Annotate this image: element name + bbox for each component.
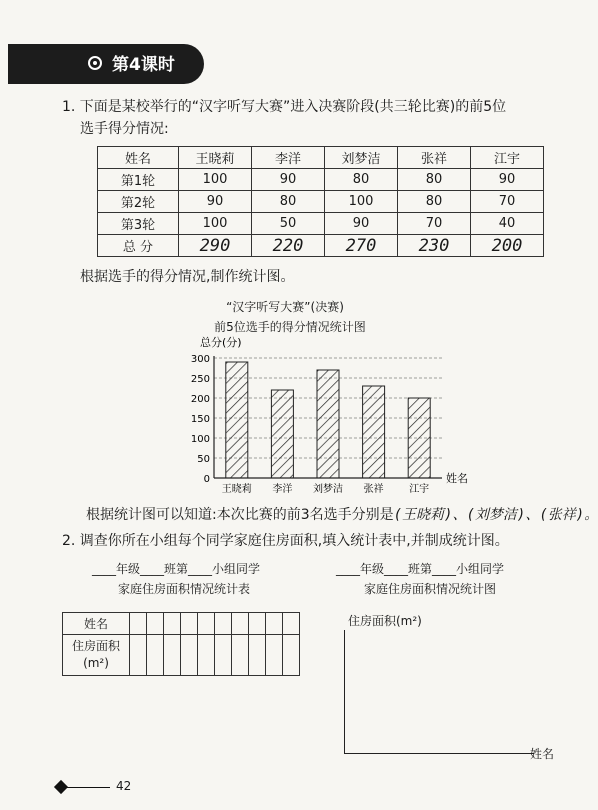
x-tick-label: 王晓莉: [221, 484, 252, 495]
blank-cell[interactable]: [249, 635, 266, 676]
table-cell: 王晓莉: [179, 147, 252, 169]
table-row: [98, 213, 544, 235]
blank-cell[interactable]: [283, 613, 300, 635]
table-cell: [63, 635, 130, 676]
handwritten-answer: 290: [179, 235, 252, 257]
blank-cell[interactable]: [198, 635, 215, 676]
blank-cell[interactable]: [147, 613, 164, 635]
score-table: [97, 146, 544, 257]
conclusion-prefix: 根据统计图可以知道:本次比赛的前3名选手分别是: [86, 507, 394, 523]
bar: [363, 386, 385, 478]
table-cell: 90: [471, 169, 544, 191]
table-cell: 姓名: [98, 147, 179, 169]
blank-cell[interactable]: [283, 635, 300, 676]
y-tick-label: 100: [190, 434, 210, 445]
blank-cell[interactable]: [181, 613, 198, 635]
table-row: [98, 191, 544, 213]
bar: [408, 398, 430, 478]
y-tick-label: 200: [190, 394, 210, 405]
lesson-banner: [8, 44, 204, 84]
blank-cell[interactable]: [232, 613, 249, 635]
table-cell: 100: [325, 191, 398, 213]
blank-cell[interactable]: [249, 613, 266, 635]
table-cell: 40: [471, 213, 544, 235]
bar: [226, 362, 248, 478]
table-row: [63, 635, 300, 676]
table-cell: 80: [398, 169, 471, 191]
blank-cell[interactable]: [130, 613, 147, 635]
q2-line: 2. 调查你所在小组每个同学家庭住房面积,填入统计表中,并制成统计图。: [62, 533, 509, 549]
bar-chart: [170, 330, 490, 500]
q2-chart-xlabel: 姓名: [530, 747, 555, 761]
x-axis-label: 姓名: [446, 472, 468, 485]
q2-chart-ylabel: 住房面积(m²): [348, 614, 422, 628]
table-cell: 80: [252, 191, 325, 213]
handwritten-answer: 220: [252, 235, 325, 257]
table-row: [98, 169, 544, 191]
table-row: [63, 613, 300, 635]
blank-cell[interactable]: [232, 635, 249, 676]
bar: [317, 370, 339, 478]
q1-line2: 选手得分情况:: [80, 121, 169, 137]
table-cell: 姓名: [63, 613, 130, 635]
table-cell: 第3轮: [98, 213, 179, 235]
q2-x-axis: [344, 753, 534, 754]
blank-cell[interactable]: [164, 613, 181, 635]
blank-cell[interactable]: [266, 613, 283, 635]
area-unit: (m²): [83, 656, 109, 670]
table-cell: 80: [325, 169, 398, 191]
y-tick-label: 250: [190, 374, 210, 385]
q2-y-axis: [344, 630, 345, 754]
blank-cell[interactable]: [215, 613, 232, 635]
x-tick-label: 江宇: [409, 484, 430, 495]
blank-cell[interactable]: [266, 635, 283, 676]
blank-cell[interactable]: [130, 635, 147, 676]
blank-cell[interactable]: [147, 635, 164, 676]
blank-cell[interactable]: [198, 613, 215, 635]
table-cell: 江宇: [471, 147, 544, 169]
left-caption-1: ____年级____班第____小组同学: [92, 562, 261, 576]
bar: [271, 390, 293, 478]
table-cell: 第1轮: [98, 169, 179, 191]
handwritten-answer: 200: [471, 235, 544, 257]
right-caption-2: 家庭住房面积情况统计图: [364, 582, 497, 596]
x-tick-label: 李洋: [272, 484, 293, 495]
q1-conclusion: [86, 504, 598, 526]
table-cell: 90: [179, 191, 252, 213]
table-cell: 100: [179, 213, 252, 235]
y-tick-label: 50: [197, 454, 210, 465]
blank-cell[interactable]: [164, 635, 181, 676]
left-caption-2: 家庭住房面积情况统计表: [118, 582, 251, 596]
table-cell: 80: [398, 191, 471, 213]
footer-rule: [66, 787, 110, 788]
housing-table: [62, 612, 300, 676]
target-icon: [88, 56, 102, 70]
table-cell: 70: [398, 213, 471, 235]
blank-cell[interactable]: [215, 635, 232, 676]
chart-title: “汉字听写大赛”(决赛): [226, 300, 344, 314]
table-cell: 70: [471, 191, 544, 213]
table-cell: 50: [252, 213, 325, 235]
table-cell: 90: [325, 213, 398, 235]
table-cell: 李洋: [252, 147, 325, 169]
area-label: 住房面积: [71, 639, 120, 653]
y-tick-label: 150: [190, 414, 210, 425]
table-cell: 总 分: [98, 235, 179, 257]
handwritten-answer: 230: [398, 235, 471, 257]
q1-line1: 1. 下面是某校举行的“汉字听写大赛”进入决赛阶段(共三轮比赛)的前5位: [62, 99, 507, 115]
table-row: [98, 235, 544, 257]
y-axis-label: 总分(分): [200, 336, 242, 349]
handwritten-answer: 270: [325, 235, 398, 257]
x-tick-label: 刘梦洁: [313, 484, 343, 495]
blank-cell[interactable]: [181, 635, 198, 676]
table-cell: 100: [179, 169, 252, 191]
x-tick-label: 张祥: [363, 484, 384, 495]
q1-instruction: 根据选手的得分情况,制作统计图。: [80, 269, 295, 285]
table-cell: 刘梦洁: [325, 147, 398, 169]
y-tick-label: 0: [203, 474, 210, 485]
page-number: 42: [116, 779, 132, 793]
table-cell: 第2轮: [98, 191, 179, 213]
table-cell: 张祥: [398, 147, 471, 169]
table-row: [98, 147, 544, 169]
right-caption-1: ____年级____班第____小组同学: [336, 562, 505, 576]
table-cell: 90: [252, 169, 325, 191]
y-tick-label: 300: [190, 354, 210, 365]
banner-title: 第4课时: [112, 55, 175, 75]
chart-subtitle: 前5位选手的得分情况统计图: [214, 320, 366, 334]
handwritten-answer: (王晓莉)、(刘梦洁)、(张祥)。: [393, 507, 598, 523]
